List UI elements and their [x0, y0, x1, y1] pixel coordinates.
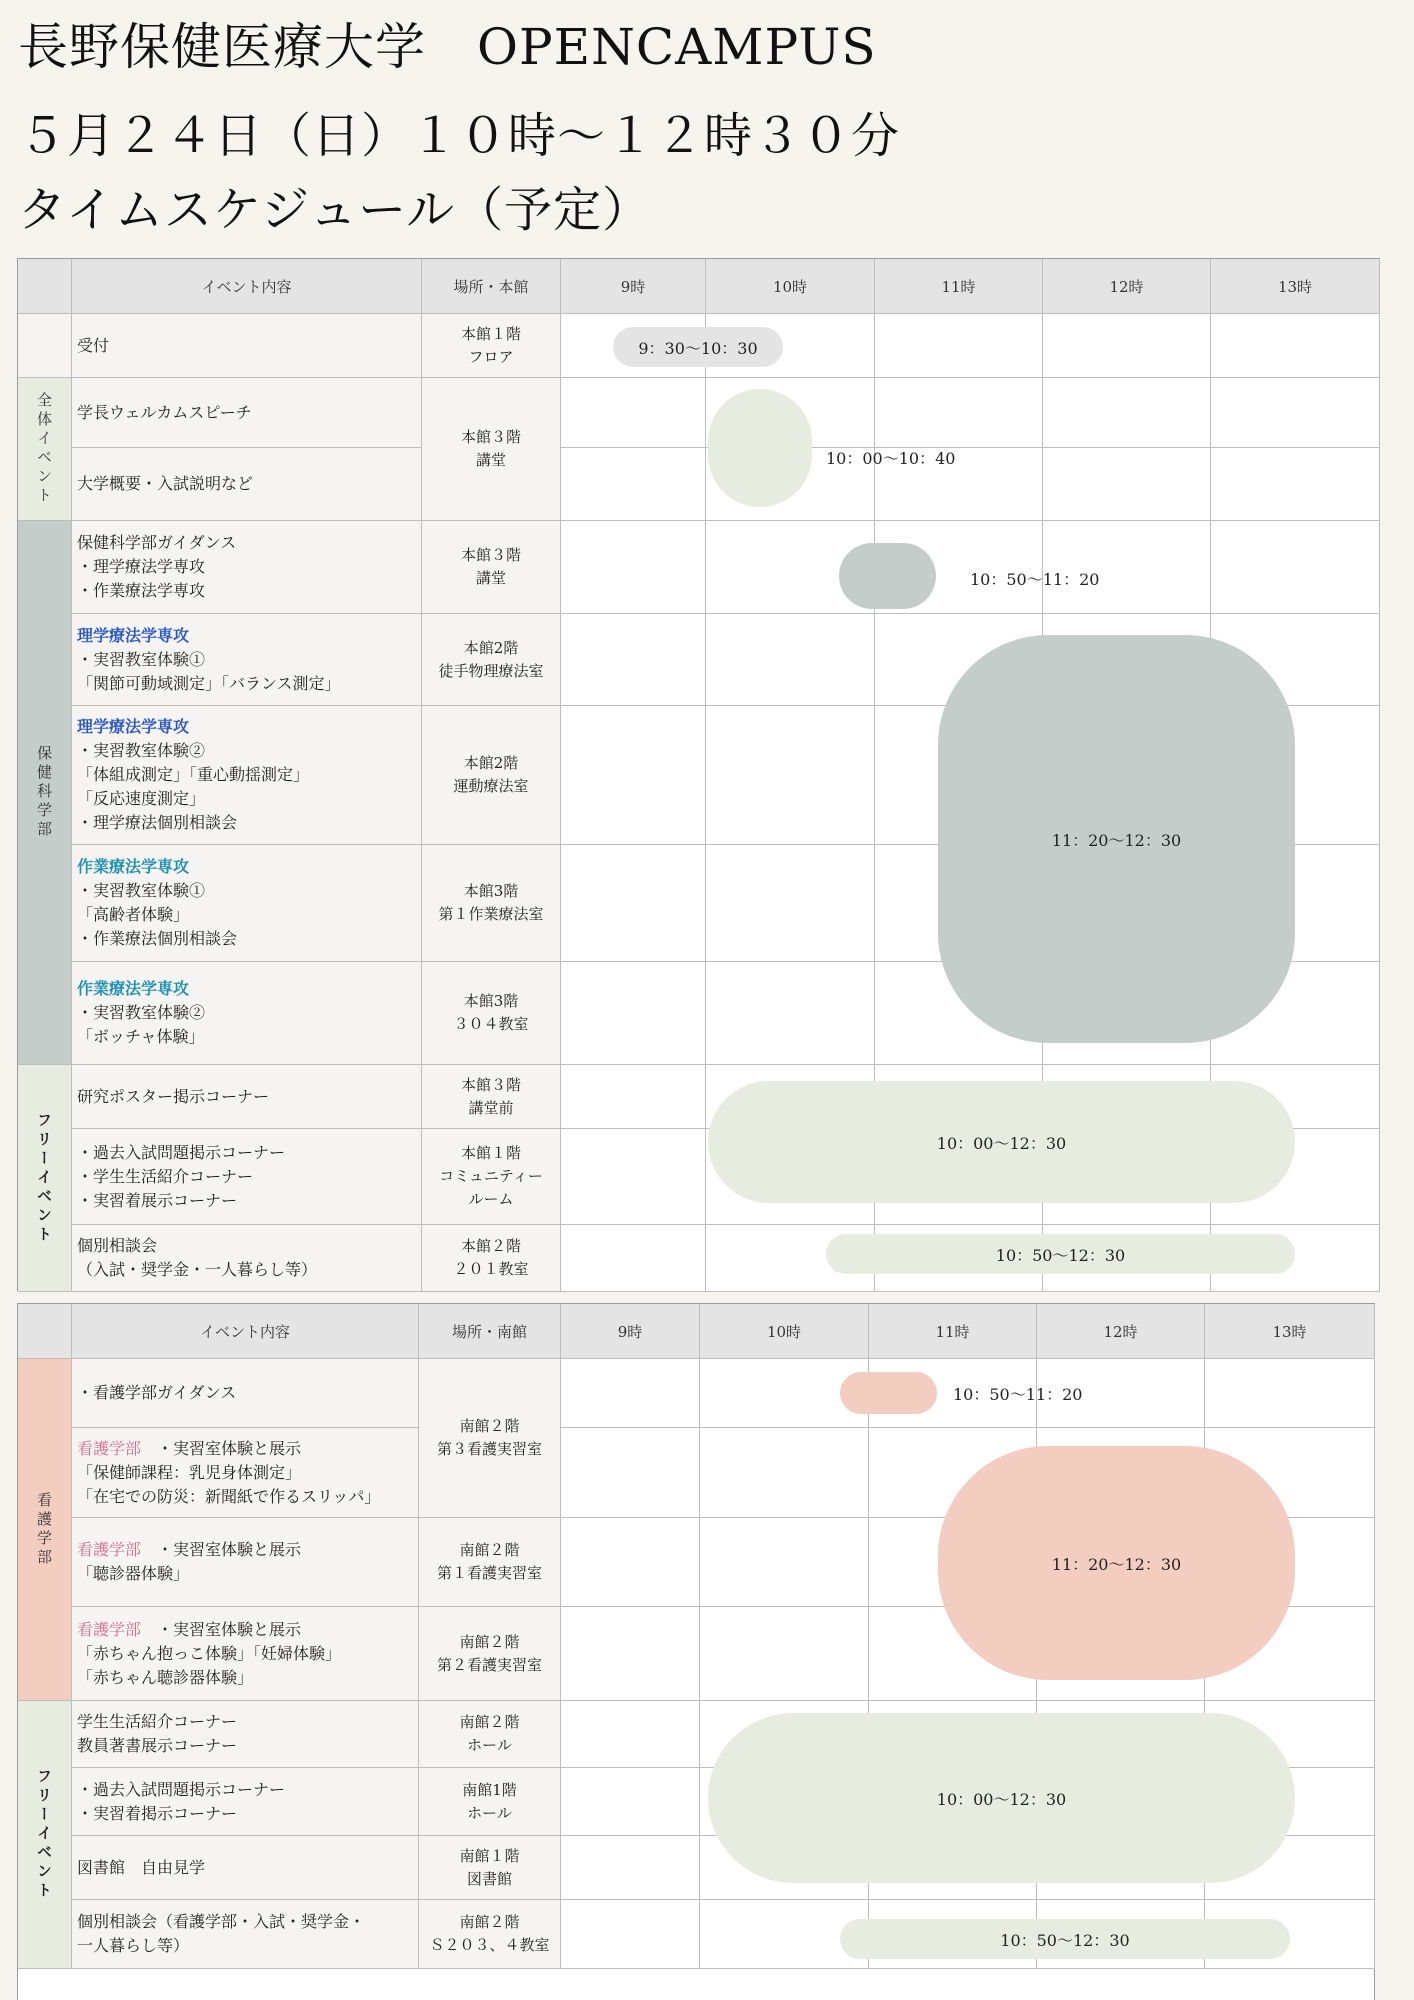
event-cell [72, 1359, 419, 1428]
time-bar-reception: 9：30～10：30 [613, 327, 783, 367]
time-bar-nursing-practice: 11：20～12：30 [938, 1446, 1295, 1680]
time-grid-cell [561, 1836, 700, 1900]
event-line: ・実習教室体験② [77, 741, 206, 760]
schedule-table-main-building [17, 258, 1380, 1291]
header-hour-13: 13時 [1211, 259, 1380, 314]
location-cell: 本館3階 ３０４教室 [422, 962, 561, 1065]
time-grid-cell [561, 1225, 706, 1292]
event-line: ・理学療法学専攻 [77, 557, 206, 576]
event-line: 一人暮らし等） [77, 1936, 190, 1955]
header-hour-11: 11時 [875, 259, 1043, 314]
location-cell-auditorium: 本館３階 講堂 [422, 378, 561, 521]
header-hour-10: 10時 [706, 259, 875, 314]
time-grid-cell [1043, 314, 1211, 378]
location-cell: 本館３階 講堂 [422, 521, 561, 614]
header-place: 場所・本館 [422, 259, 561, 314]
event-line: 「赤ちゃん抱っこ体験」「妊婦体験」 [77, 1643, 342, 1663]
location-cell: 本館１階 フロア [422, 314, 561, 378]
event-cell [72, 1607, 419, 1701]
event-cell [72, 521, 422, 614]
location-cell: 南館２階 第２看護実習室 [419, 1607, 561, 1701]
time-grid-cell [700, 1518, 869, 1607]
department-label: 看護学部 [77, 1619, 142, 1639]
event-line: 教員著書展示コーナー [77, 1736, 238, 1755]
event-line: 研究ポスター掲示コーナー [77, 1086, 270, 1106]
time-grid-cell [1043, 378, 1211, 448]
event-line: 「保健師課程：乳児身体測定」 [77, 1462, 302, 1482]
event-cell [72, 314, 422, 378]
location-cell: 本館１階 コミュニティー ルーム [422, 1129, 561, 1225]
event-line: 「高齢者体験」 [77, 905, 190, 924]
location-cell: 本館3階 第１作業療法室 [422, 845, 561, 962]
time-grid-cell [706, 962, 875, 1065]
event-line: 保健科学部ガイダンス [77, 533, 237, 552]
event-subtitle: ・実習室体験と展示 [141, 1540, 302, 1559]
time-grid-cell [561, 706, 706, 845]
time-grid-cell [706, 706, 875, 845]
time-grid-cell [706, 845, 875, 962]
event-line: ・作業療法個別相談会 [77, 929, 238, 948]
event-line: ・看護学部ガイダンス [77, 1383, 237, 1402]
time-grid-cell [561, 1900, 700, 1969]
event-line: 「在宅での防災：新聞紙で作るスリッパ」 [77, 1486, 381, 1506]
time-grid-cell [561, 1428, 700, 1518]
time-grid-cell [1211, 314, 1380, 378]
time-bar-practice: 11：20～12：30 [938, 635, 1295, 1043]
event-cell [72, 706, 422, 845]
event-cell [72, 1065, 422, 1129]
time-grid-cell [561, 1065, 706, 1129]
event-cell [72, 378, 422, 448]
group-reception-blank [18, 314, 72, 378]
event-cell [72, 1701, 419, 1768]
time-grid-cell [561, 962, 706, 1065]
location-cell: 本館2階 徒手物理療法室 [422, 614, 561, 706]
time-grid-cell [561, 521, 706, 614]
time-grid-cell [561, 1518, 700, 1607]
schedule-table-south-building [17, 1303, 1375, 2000]
event-cell [72, 962, 422, 1065]
event-line: ・実習着展示コーナー [77, 1190, 238, 1210]
header-hour-9: 9時 [561, 1304, 700, 1359]
event-cell [72, 1129, 422, 1225]
event-cell [72, 845, 422, 962]
time-grid-cell [875, 314, 1043, 378]
event-cell [72, 614, 422, 706]
header-event: イベント内容 [72, 1304, 419, 1359]
time-grid-cell [561, 1768, 700, 1836]
location-cell: 南館２階 第１看護実習室 [419, 1518, 561, 1607]
time-grid-cell [700, 1607, 869, 1701]
time-bar-free: 10：00～12：30 [708, 1713, 1295, 1883]
header-corner [18, 259, 72, 314]
department-label: 作業療法学専攻 [77, 979, 190, 998]
header-corner [18, 1304, 72, 1359]
group-free-events: フリーイベント [18, 1065, 72, 1292]
time-grid-cell [561, 1359, 700, 1428]
event-line: 「反応速度測定」 [77, 789, 206, 808]
department-label: 理学療法学専攻 [77, 717, 190, 736]
time-grid-cell [561, 1129, 706, 1225]
time-bar-consultation: 10：50～12：30 [826, 1234, 1295, 1274]
time-bar-free: 10：00～12：30 [708, 1081, 1295, 1203]
event-line: 「聴診器体験」 [77, 1564, 190, 1583]
title-line-2: ５月２４日（日）１０時～１２時３０分 [18, 108, 901, 164]
department-label: 看護学部 [77, 1540, 142, 1559]
event-line: ・理学療法個別相談会 [77, 813, 238, 832]
event-cell [72, 1900, 419, 1969]
time-grid-cell [561, 448, 706, 521]
time-grid-cell [561, 378, 706, 448]
time-label-guidance: 10：50～11：20 [970, 570, 1100, 589]
location-cell: 本館２階 ２０１教室 [422, 1225, 561, 1292]
event-cell [72, 1768, 419, 1836]
location-cell: 南館２階 ホール [419, 1701, 561, 1768]
department-label: 看護学部 [77, 1438, 142, 1458]
event-line: 図書館 自由見学 [77, 1857, 206, 1877]
group-all-events: 全体イベント [18, 378, 72, 521]
location-cell: 本館３階 講堂前 [422, 1065, 561, 1129]
event-line: ・過去入試問題掲示コーナー [77, 1779, 286, 1799]
location-cell: 南館１階 図書館 [419, 1836, 561, 1900]
time-grid-cell [1211, 521, 1380, 614]
event-line: 学生生活紹介コーナー [77, 1712, 238, 1731]
header-hour-9: 9時 [561, 259, 706, 314]
time-grid-cell [561, 614, 706, 706]
event-line: 受付 [77, 335, 110, 355]
event-line: ・実習教室体験② [77, 1003, 206, 1022]
header-event: イベント内容 [72, 259, 422, 314]
event-line: 個別相談会（看護学部・入試・奨学金・ [77, 1912, 366, 1931]
location-cell: 本館2階 運動療法室 [422, 706, 561, 845]
time-grid-cell [700, 1428, 869, 1518]
title-line-1: 長野保健医療大学 OPENCAMPUS [18, 18, 877, 76]
time-grid-cell [1205, 1359, 1375, 1428]
event-line: 学長ウェルカムスピーチ [77, 402, 252, 422]
event-line: 「関節可動域測定」「バランス測定」 [77, 673, 341, 693]
time-grid-cell [561, 1607, 700, 1701]
location-cell-nursing-room-3: 南館２階 第３看護実習室 [419, 1359, 561, 1518]
title-line-3: タイムスケジュール（予定） [18, 182, 652, 238]
event-cell [72, 1428, 419, 1518]
time-label-welcome: 10：00～10：40 [826, 449, 956, 468]
time-bar-consultation: 10：50～12：30 [840, 1919, 1290, 1959]
header-hour-12: 12時 [1043, 259, 1211, 314]
event-line: 大学概要・入試説明など [77, 474, 254, 493]
group-nursing: 看護学部 [18, 1359, 72, 1701]
department-label: 理学療法学専攻 [77, 625, 190, 645]
event-line: 「赤ちゃん聴診器体験」 [77, 1667, 254, 1687]
time-grid-cell [561, 1701, 700, 1768]
time-label-nursing-guidance: 10：50～11：20 [953, 1385, 1083, 1404]
event-line: ・過去入試問題掲示コーナー [77, 1142, 286, 1162]
event-line: ・学生生活紹介コーナー [77, 1166, 254, 1186]
header-hour-11: 11時 [869, 1304, 1037, 1359]
group-health-science: 保健科学部 [18, 521, 72, 1065]
event-line: ・作業療法学専攻 [77, 581, 206, 600]
location-cell: 南館1階 ホール [419, 1768, 561, 1836]
time-grid-cell [1211, 378, 1380, 448]
group-free-events: フリーイベント [18, 1701, 72, 1969]
time-grid-cell [1211, 448, 1380, 521]
time-bar-welcome [708, 389, 812, 507]
time-bar-nursing-guidance [840, 1372, 937, 1414]
event-cell [72, 1836, 419, 1900]
event-cell [72, 1518, 419, 1607]
event-subtitle: ・実習室体験と展示 [141, 1438, 302, 1458]
event-line: 「体組成測定」「重心動揺測定」 [77, 765, 310, 784]
event-line: （入試・奨学金・一人暮らし等） [77, 1260, 318, 1279]
department-label: 作業療法学専攻 [77, 857, 190, 876]
time-grid-cell [706, 614, 875, 706]
header-hour-13: 13時 [1205, 1304, 1375, 1359]
event-line: ・実習教室体験① [77, 649, 206, 669]
time-grid-cell [561, 845, 706, 962]
event-cell [72, 448, 422, 521]
time-grid-cell [875, 378, 1043, 448]
time-grid-cell [1043, 448, 1211, 521]
header-place: 場所・南館 [419, 1304, 561, 1359]
event-line: 「ボッチャ体験」 [77, 1027, 205, 1046]
header-hour-12: 12時 [1037, 1304, 1205, 1359]
location-cell: 南館２階 Ｓ２０３、４教室 [419, 1900, 561, 1969]
event-line: ・実習教室体験① [77, 881, 206, 900]
event-line: ・実習着掲示コーナー [77, 1803, 238, 1823]
event-line: 個別相談会 [77, 1236, 158, 1255]
time-bar-guidance [839, 543, 936, 609]
header-hour-10: 10時 [700, 1304, 869, 1359]
event-cell [72, 1225, 422, 1292]
event-subtitle: ・実習室体験と展示 [141, 1619, 302, 1639]
